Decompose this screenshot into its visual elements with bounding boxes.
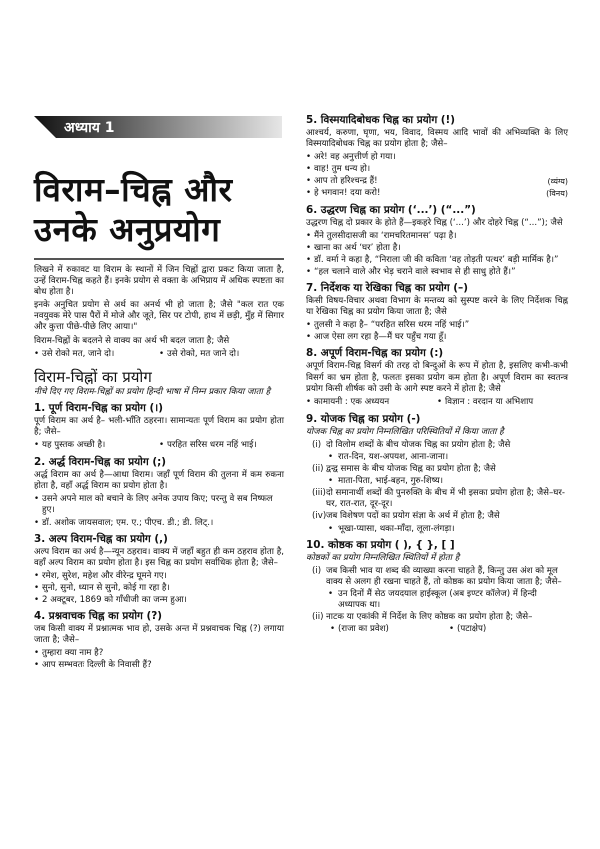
intro-paragraph-2: इनके अनुचित प्रयोग से अर्थ का अनर्थ भी हो जाता है; जैसे "कल रात एक नवयुवक मेरे पास पैरों में मोजे और जूते, सिर पर टोपी, हाथ में छड़ी, मुँह में सिगार और कुत्ता पीछे-पीछे लिए आया।" [34, 300, 284, 333]
section-9-heading: 9. योजक चिह्न का प्रयोग (-) [306, 412, 421, 425]
intro-example-2: • उसे रोको, मत जाने दो। [159, 349, 284, 360]
intro-examples [34, 349, 284, 361]
section-2-text: अर्द्ध विराम का अर्थ है—आधा विराम। जहाँ पूर्ण विराम की तुलना में कम रुकना होता है, वहाँ अर्द्ध विराम का प्रयोग होता है। [34, 470, 284, 492]
section-3-example-3: • 2 अक्टूबर, 1869 को गाँधीजी का जन्म हुआ। [34, 595, 284, 606]
intro-paragraph-3: विराम-चिह्नों के बदलने से वाक्य का अर्थ भी बदल जाता है; जैसे [34, 335, 230, 346]
section-10-item-1-number: (i) [312, 565, 322, 576]
section-9-item-4-text: जब विशेषण पदों का प्रयोग संज्ञा के अर्थ में होता है; जैसे [326, 511, 500, 522]
section-6-text: उद्धरण चिह्न दो प्रकार के होते हैं—इकहरे चिह्न (‘...’) और दोहरे चिह्न (“...”); जैसे [306, 217, 563, 228]
section-9-item-2-text: द्वन्द्व समास के बीच योजक चिह्न का प्रयोग होता है; जैसे [326, 464, 496, 475]
section-1-examples [34, 440, 284, 452]
chapter-title [34, 170, 284, 250]
section-9-item-4-number: (iv) [312, 511, 327, 522]
section-3-example-2: • सुनो, सुनो, ध्यान से सुनो, कोई गा रहा है। [34, 583, 284, 594]
section-5-text: आश्चर्य, करुणा, घृणा, भय, विवाद, विस्मय आदि भावों की अभिव्यक्ति के लिए विस्मयादिबोधक चिह्न का प्रयोग होता है; जैसे– [306, 128, 568, 150]
section-9-item-1 [306, 440, 568, 451]
intro-paragraph-1: लिखने में रुकावट या विराम के स्थानों में जिन चिह्नों द्वारा प्रकट किया जाता है, उन्हें विराम-चिह्न कहते हैं। इनके प्रयोग से वक्ता के अभिप्राय में अधिक स्पष्टता का बोध होता है। [34, 265, 284, 298]
section-5-example-1: • अरे! वह अनुत्तीर्ण हो गया। [306, 152, 568, 163]
section-9-item-2-number: (ii) [312, 464, 324, 475]
section-6-example-1: • मैंने तुलसीदासजी का ‘रामचरितमानस’ पढ़ा है। [306, 231, 568, 242]
section-9-item-3 [306, 488, 568, 510]
section-8-example-2: • विज्ञान : वरदान या अभिशाप [437, 397, 568, 408]
chapter-title-line2: उनके अनुप्रयोग [34, 210, 221, 249]
section-5-example-4 [306, 188, 568, 199]
section-9-item-3-text: दो समानार्थी शब्दों की पुनरुक्ति के बीच में भी इसका प्रयोग होता है; जैसे–घर-घर, रात-रात, दूर-दूर। [326, 488, 565, 510]
chapter-label: अध्याय 1 [64, 120, 115, 136]
section-6-example-2: • खाना का अर्थ ‘घर’ होता है। [306, 243, 568, 254]
section-10-item-2-examples [306, 624, 568, 636]
right-column [306, 114, 568, 637]
section-2-heading: 2. अर्द्ध विराम-चिह्न का प्रयोग (;) [34, 456, 166, 469]
section-6-example-3: • डॉ. वर्मा ने कहा है, “निराला जी की कविता ‘वह तोड़ती पत्थर’ बड़ी मार्मिक है।” [306, 255, 568, 266]
section-10-subtitle: कोष्ठकों का प्रयोग निम्नलिखित स्थितियों में होता है [306, 552, 460, 563]
section-7-example-1: • तुलसी ने कहा है– “परहित सरिस धरम नहिं भाई।” [306, 320, 568, 331]
section-10-item-1-text: जब किसी भाव या शब्द की व्याख्या करना चाहते हैं, किन्तु उस अंश को मूल वाक्य से अलग ही रखना चाहते हैं, तो कोष्ठक का प्रयोग किया जाता है; जैसे– [326, 565, 562, 587]
intro-example-1: • उसे रोको मत, जाने दो। [34, 349, 159, 360]
section-1-example-2: • परहित सरिस धरम नहिं भाई। [159, 440, 284, 451]
section-9-item-1-text: दो विलोम शब्दों के बीच योजक चिह्न का प्रयोग होता है; जैसे [326, 439, 511, 450]
section-5-heading: 5. विस्मयादिबोधक चिह्न का प्रयोग (!) [306, 114, 456, 126]
section-9-item-3-number: (iii) [312, 488, 326, 499]
section-6-heading: 6. उद्धरण चिह्न का प्रयोग (‘...’) (“...”) [306, 203, 476, 216]
section-10-item-1-example: • उन दिनों मैं सेठ जयदयाल हाईस्कूल (अब इण्टर कॉलेज) में हिन्दी अध्यापक था। [306, 589, 568, 611]
section-7-text: किसी विषय-विचार अथवा विभाग के मन्तव्य को सुस्पष्ट करने के लिए निर्देशक चिह्न या रेखिका चिह्न का प्रयोग किया जाता है; जैसे [306, 296, 568, 318]
section-1-text: पूर्ण विराम का अर्थ है– भली-भाँति ठहरना। सामान्यतः पूर्ण विराम का प्रयोग होता है; जैसे– [34, 415, 284, 437]
section-3-text: अल्प विराम का अर्थ है—न्यून ठहराव। वाक्य में जहाँ बहुत ही कम ठहराव होता है, वहाँ अल्प विराम का प्रयोग होता है। इस चिह्न का प्रयोग सर्वाधिक होता है; जैसे– [34, 546, 284, 568]
section-9-item-1-number: (i) [312, 439, 322, 450]
section-3-heading: 3. अल्प विराम-चिह्न का प्रयोग (,) [34, 532, 168, 545]
chapter-banner [34, 116, 282, 138]
section-7-heading: 7. निर्देशक या रेखिका चिह्न का प्रयोग (–) [306, 282, 468, 295]
section-9-subtitle: योजक चिह्न का प्रयोग निम्नलिखित परिस्थितियों में किया जाता है [306, 426, 504, 437]
section-5-example-3 [306, 176, 568, 187]
section-9-item-2 [306, 464, 568, 475]
chapter-title-line1: विराम–चिह्न और [34, 170, 233, 209]
section-10-item-2-example-1: • (राजा का प्रवेश) [330, 624, 449, 635]
section-5-example-3-text: • आप तो हरिश्चन्द्र हैं! [314, 176, 378, 187]
section-5-example-4-tag: (विनय) [546, 189, 568, 199]
section-9-item-1-example: • रात-दिन, यश-अपयश, आना-जाना। [306, 452, 568, 463]
usage-heading: विराम-चिह्नों का प्रयोग [34, 367, 152, 386]
section-8-heading: 8. अपूर्ण विराम-चिह्न का प्रयोग (:) [306, 347, 444, 360]
section-8-text: अपूर्ण विराम-चिह्न विसर्ग की तरह दो बिन्दुओं के रूप में होता है, इसलिए कभी-कभी विसर्ग का भ्रम होता है, फलतः इसका प्रयोग कम होता है। अपूर्ण विराम का स्वतन्त्र प्रयोग किसी शीर्षक को उसी के आगे स्पष्ट करने में होता है; जैसे [306, 361, 568, 394]
section-7-example-2: • आज ऐसा लग रहा है—मैं घर पहुँच गया हूँ। [306, 332, 568, 343]
section-4-text: जब किसी वाक्य में प्रश्नात्मक भाव हो, उसके अन्त में प्रश्नवाचक चिह्न (?) लगाया जाता है; जैसे– [34, 624, 284, 646]
section-2-example-2: • डॉ. अशोक जायसवाल; एम. ए.; पीएच. डी.; डी. लिट्.। [34, 518, 284, 529]
section-1-example-1: • यह पुस्तक अच्छी है। [34, 440, 159, 451]
section-6-example-4: • “हल चलाने वाले और भेड़ चराने वाले स्वभाव से ही साधु होते हैं।” [306, 267, 568, 278]
section-2-example-1: • उसने अपने माल को बचाने के लिए अनेक उपाय किए; परन्तु वे सब निष्फल हुए। [34, 494, 284, 516]
section-4-heading: 4. प्रश्नवाचक चिह्न का प्रयोग (?) [34, 610, 162, 623]
section-8-example-1: • कामायनी : एक अध्ययन [306, 397, 437, 408]
section-9-item-2-example: • माता-पिता, भाई-बहन, गुरु-शिष्य। [306, 476, 568, 487]
section-10-item-2-number: (ii) [312, 612, 324, 623]
section-10-item-2-example-2: • (पटाक्षेप) [449, 624, 568, 635]
section-10-item-2 [306, 612, 568, 623]
section-8-examples [306, 397, 568, 409]
left-column [34, 265, 284, 672]
section-10-item-1 [306, 566, 568, 588]
section-3-example-1: • रमेश, सुरेश, महेश और वीरेन्द्र घूमने गए। [34, 571, 284, 582]
section-4-example-1: • तुम्हारा क्या नाम है? [34, 648, 284, 659]
section-10-heading: 10. कोष्ठक का प्रयोग ( ), { }, [ ] [306, 538, 455, 551]
section-4-example-2: • आप सम्भवतः दिल्ली के निवासी हैं? [34, 660, 284, 671]
section-1-heading: 1. पूर्ण विराम-चिह्न का प्रयोग (।) [34, 401, 163, 414]
section-9-item-4 [306, 511, 568, 522]
section-10-item-2-text: नाटक या एकांकी में निर्देश के लिए कोष्ठक का प्रयोग होता है; जैसे– [326, 612, 533, 623]
usage-subtitle: नीचे दिए गए विराम-चिह्नों का प्रयोग हिन्दी भाषा में निम्न प्रकार किया जाता है [34, 386, 271, 397]
section-9-item-4-example: • भूखा-प्यासा, थका-माँदा, लूला-लंगड़ा। [306, 524, 568, 535]
chapter-banner-notch [34, 116, 56, 138]
section-5-example-3-tag: (व्यंग्य) [547, 177, 568, 187]
section-5-example-2: • वाह! तुम धन्य हो। [306, 164, 568, 175]
title-divider [34, 258, 284, 260]
section-5-example-4-text: • हे भगवान! दया करो! [314, 188, 381, 199]
